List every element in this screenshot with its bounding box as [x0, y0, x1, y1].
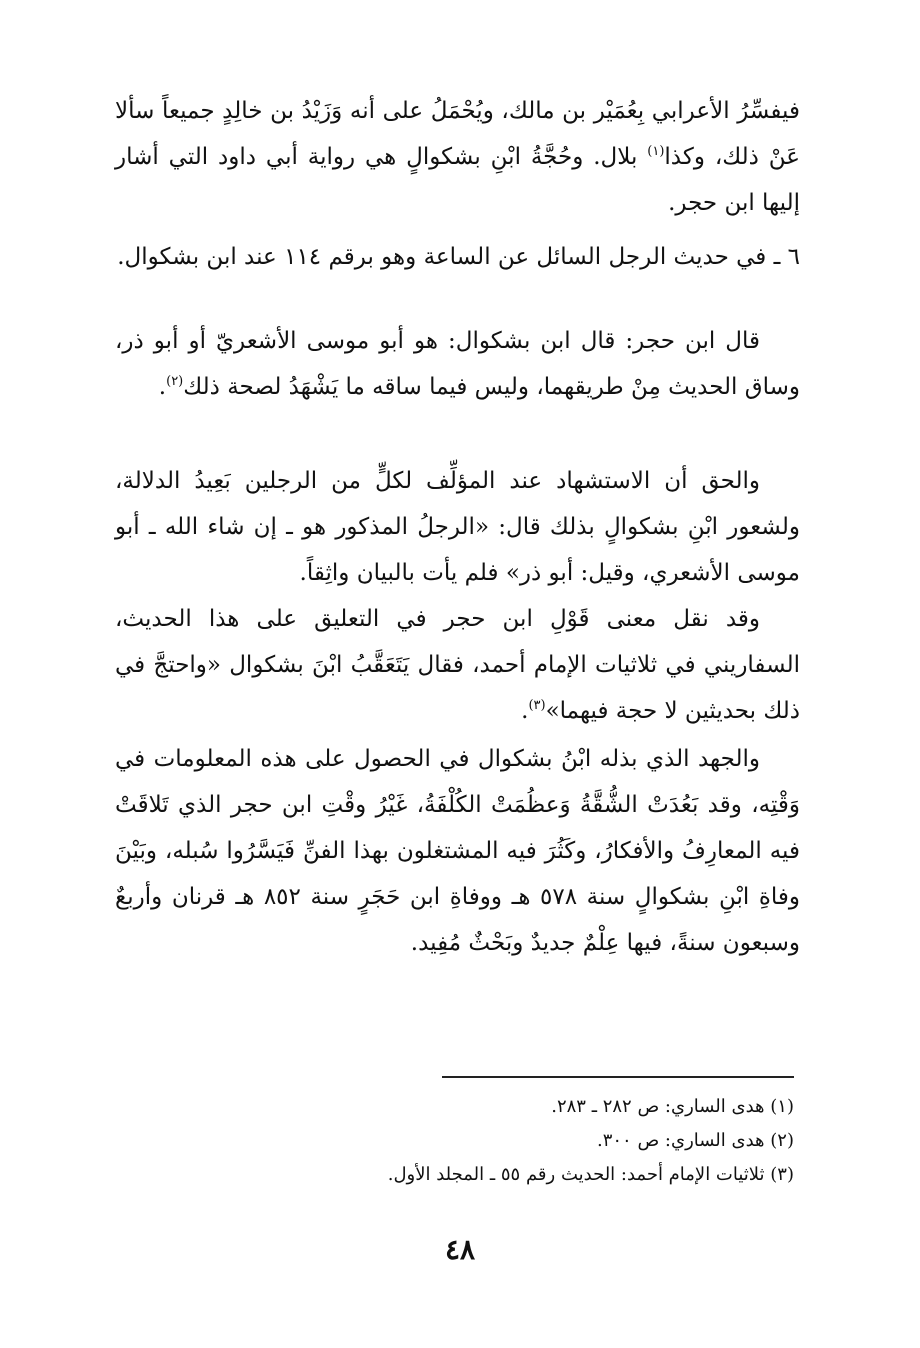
main-text-part4 — [115, 458, 800, 734]
main-text-part1 — [115, 88, 800, 226]
footnotes — [194, 1090, 794, 1192]
footnote-ref-1[interactable]: (١) — [647, 144, 665, 159]
item-6: ٦ ـ في حديث الرجل السائل عن الساعة وهو برقم ١١٤ عند ابن بشكوال. — [117, 244, 800, 270]
main-text-part2 — [115, 234, 800, 280]
paragraph-naql-text: وقد نقل معنى قَوْلِ ابن حجر في التعليق على هذا الحديث، السفاريني في ثلاثيات الإمام أحمد، فقال يَتَعَقَّبُ ابْنَ بشكوال «واحتجَّ في ذلك بحديثين لا حجة فيهما» — [115, 606, 800, 724]
quote-ibn-hajar — [115, 318, 800, 410]
main-text-part5 — [115, 736, 800, 966]
paragraph-umair-end: بلال. وحُجَّةُ ابْنِ بشكوالٍ هي رواية أبي داود التي أشار إليها ابن حجر. — [115, 144, 800, 216]
paragraph-umair — [115, 88, 800, 226]
quote-ibn-hajar-end: . — [158, 374, 167, 400]
paragraph-naql-end: . — [521, 698, 529, 724]
footnote-ref-2[interactable]: (٢) — [166, 374, 184, 389]
page-number: ٤٨ — [444, 1233, 476, 1266]
main-text-part3 — [115, 318, 800, 410]
paragraph-naql — [115, 596, 800, 734]
paragraph-umair-text: فيفسِّرُ الأعرابي بِعُمَيْر بن مالك، ويُحْمَلُ على أنه وَزَيْدُ بن خالِدٍ جميعاً سألا عَنْ ذلك، وكذا — [115, 98, 801, 170]
footnote-divider — [442, 1076, 794, 1078]
quote-ibn-hajar-text: قال ابن حجر: قال ابن بشكوال: هو أبو موسى الأشعريّ أو أبو ذر، وساق الحديث مِنْ طريقهما، وليس فيما ساقه ما يَشْهَدُ لصحة ذلك — [115, 328, 800, 400]
footnote-2: (٢) هدى الساري: ص ٣٠٠. — [596, 1130, 794, 1151]
footnote-3: (٣) ثلاثيات الإمام أحمد: الحديث رقم ٥٥ ـ المجلد الأول. — [387, 1164, 794, 1185]
paragraph-jahd: والجهد الذي بذله ابْنُ بشكوال في الحصول على هذه المعلومات في وَقْتِه، وقد بَعُدَتْ الشُّقَّةُ وَعظُمَتْ الكُلْفَةُ، غَيْرُ وقْتِ ابن حجر الذي تَلاقَتْ فيه المعارِفُ والأفكارُ، وكَثُرَ فيه المشتغلون بهذا الفنِّ فَيَسَّرُوا سُبله، وبَيْنَ وفاةِ ابْنِ بشكوالٍ سنة ٥٧٨ هـ ووفاةِ ابن حَجَرٍ سنة ٨٥٢ هـ قرنان وأربعٌ وسبعون سنةً، فيها عِلْمٌ جديدٌ وبَحْثٌ مُفِيد. — [115, 746, 800, 956]
footnote-1: (١) هدى الساري: ص ٢٨٢ ـ ٢٨٣. — [551, 1096, 794, 1117]
paragraph-haqq: والحق أن الاستشهاد عند المؤلِّف لكلٍّ من الرجلين بَعِيدُ الدلالة، ولشعور ابْنِ بشكوالٍ بذلك قال: «الرجلُ المذكور هو ـ إن شاء الله ـ أبو موسى الأشعري، وقيل: أبو ذر» فلم يأت بالبيان واثِقاً. — [115, 468, 800, 586]
footnote-ref-3[interactable]: (٣) — [528, 698, 546, 713]
